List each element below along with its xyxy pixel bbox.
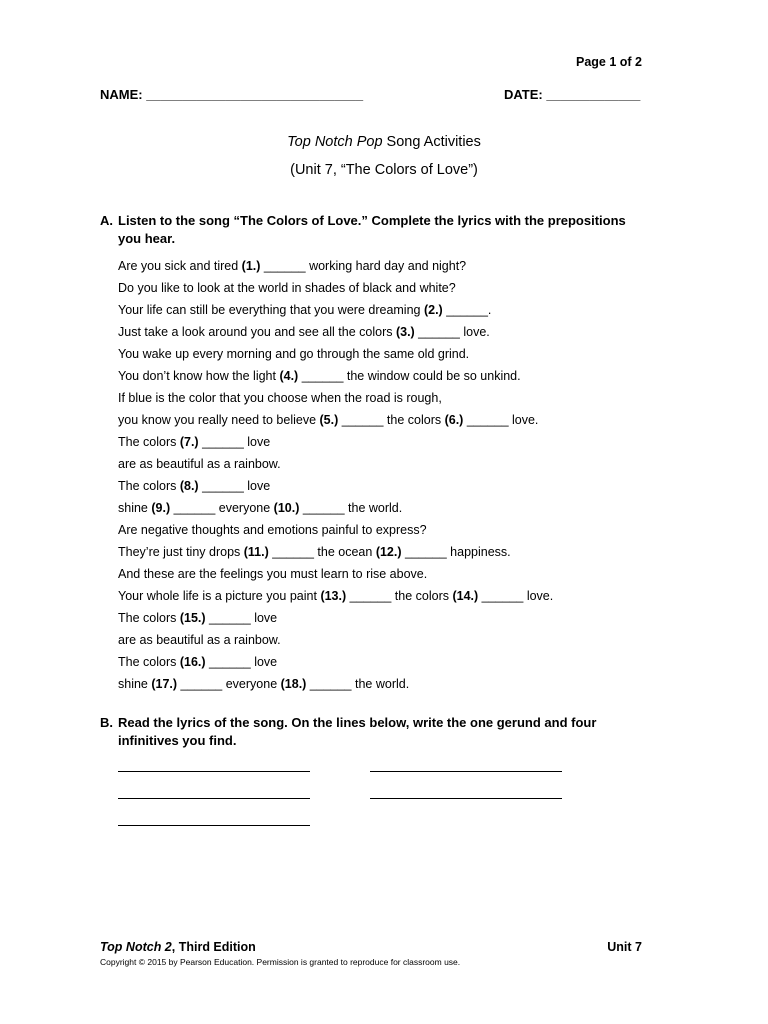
lyric-text: you know you really need to believe [118, 413, 320, 427]
blank-number[interactable]: (16.) [179, 655, 206, 669]
lyric-text: ______ the world. [306, 677, 410, 691]
lyric-line [118, 585, 678, 607]
lyric-text: ______ love [198, 435, 271, 449]
section-a-instructions [100, 212, 670, 248]
blank-number[interactable]: (10.) [273, 501, 300, 515]
footer-unit: Unit 7 [607, 940, 642, 954]
date-blank[interactable]: _____________ [546, 87, 641, 102]
lyric-line [118, 299, 678, 321]
lyric-text: shine [118, 501, 152, 515]
blank-number[interactable]: (18.) [280, 677, 307, 691]
lyric-text: ______. [442, 303, 492, 317]
lyric-text: Are you sick and tired [118, 259, 242, 273]
lyric-text: Just take a look around you and see all the colors [118, 325, 396, 339]
blank-number[interactable]: (9.) [151, 501, 171, 515]
lyric-text: ______ love. [414, 325, 490, 339]
section-a-line2: you hear. [118, 231, 176, 246]
lyric-text: ______ the world. [299, 501, 403, 515]
section-b-instructions [100, 714, 670, 750]
answer-line[interactable] [370, 771, 562, 772]
blank-number[interactable]: (11.) [243, 545, 269, 559]
lyric-text: ______ love. [463, 413, 539, 427]
answer-line[interactable] [118, 771, 310, 772]
lyric-line [118, 607, 678, 629]
date-field [504, 87, 640, 102]
lyric-line [118, 563, 678, 585]
lyric-text: Your life can still be everything that you were dreaming [118, 303, 424, 317]
lyric-text: They’re just tiny drops [118, 545, 244, 559]
lyric-line [118, 409, 678, 431]
name-blank[interactable]: ______________________________ [146, 87, 364, 102]
lyric-line [118, 431, 678, 453]
lyric-line [118, 497, 678, 519]
lyric-line [118, 255, 678, 277]
lyric-text: ______ happiness. [401, 545, 511, 559]
name-label: NAME: [100, 87, 143, 102]
lyric-text: ______ love [205, 611, 278, 625]
lyric-line [118, 629, 678, 651]
lyric-text: shine [118, 677, 152, 691]
footer-book-rest: , Third Edition [171, 940, 256, 954]
blank-number[interactable]: (1.) [241, 259, 261, 273]
blank-number[interactable]: (3.) [395, 325, 415, 339]
lyric-text: are as beautiful as a rainbow. [118, 457, 281, 471]
lyric-text: ______ everyone [177, 677, 281, 691]
blank-number[interactable]: (4.) [279, 369, 299, 383]
lyric-text: ______ love [198, 479, 271, 493]
section-b-letter: B. [100, 715, 113, 730]
blank-number[interactable]: (5.) [319, 413, 339, 427]
lyric-line [118, 453, 678, 475]
lyric-text: Are negative thoughts and emotions painful to express? [118, 523, 427, 537]
worksheet-title [0, 134, 768, 150]
lyric-text: The colors [118, 479, 180, 493]
blank-number[interactable]: (17.) [151, 677, 178, 691]
lyric-text: ______ the colors [346, 589, 453, 603]
page-number: Page 1 of 2 [576, 55, 642, 69]
section-a-letter: A. [100, 213, 113, 228]
lyric-line [118, 387, 678, 409]
blank-number[interactable]: (15.) [179, 611, 206, 625]
blank-number[interactable]: (13.) [320, 589, 347, 603]
lyric-text: ______ everyone [170, 501, 274, 515]
name-field [100, 87, 363, 102]
answer-line[interactable] [370, 798, 562, 799]
lyric-text: Do you like to look at the world in shades of black and white? [118, 281, 456, 295]
answer-line[interactable] [118, 825, 310, 826]
footer-book-italic: Top Notch 2 [100, 940, 172, 954]
lyric-text: Your whole life is a picture you paint [118, 589, 321, 603]
lyric-text: are as beautiful as a rainbow. [118, 633, 281, 647]
blank-number[interactable]: (12.) [375, 545, 402, 559]
footer-copyright: Copyright © 2015 by Pearson Education. Permission is granted to reproduce for classroom use. [100, 957, 461, 967]
lyric-text: If blue is the color that you choose when the road is rough, [118, 391, 442, 405]
date-label: DATE: [504, 87, 543, 102]
lyric-text: And these are the feelings you must learn to rise above. [118, 567, 428, 581]
blank-number[interactable]: (6.) [444, 413, 464, 427]
lyric-text: ______ the ocean [268, 545, 376, 559]
answer-line[interactable] [118, 798, 310, 799]
lyric-line [118, 541, 678, 563]
lyric-line [118, 519, 678, 541]
blank-number[interactable]: (14.) [452, 589, 479, 603]
section-b-line1: Read the lyrics of the song. On the lines below, write the one gerund and four [118, 715, 597, 730]
lyric-text: ______ the window could be so unkind. [298, 369, 521, 383]
blank-number[interactable]: (7.) [179, 435, 199, 449]
lyrics-list [118, 255, 678, 695]
section-a-line1: Listen to the song “The Colors of Love.” Complete the lyrics with the prepositions [118, 213, 626, 228]
lyric-line [118, 651, 678, 673]
lyric-text: ______ love [205, 655, 278, 669]
lyric-text: You wake up every morning and go through the same old grind. [118, 347, 470, 361]
section-b-line2: infinitives you find. [118, 733, 237, 748]
lyric-text: The colors [118, 435, 180, 449]
title-rest: Song Activities [382, 134, 481, 150]
lyric-line [118, 321, 678, 343]
lyric-line [118, 475, 678, 497]
lyric-text: ______ working hard day and night? [260, 259, 467, 273]
lyric-text: You don’t know how the light [118, 369, 280, 383]
lyric-line [118, 365, 678, 387]
lyric-line [118, 343, 678, 365]
lyric-text: ______ love. [478, 589, 554, 603]
lyric-line [118, 673, 678, 695]
lyric-text: ______ the colors [338, 413, 445, 427]
worksheet-subtitle: (Unit 7, “The Colors of Love”) [290, 162, 478, 178]
blank-number[interactable]: (2.) [423, 303, 443, 317]
blank-number[interactable]: (8.) [179, 479, 199, 493]
title-italic: Top Notch Pop [287, 134, 383, 150]
footer-book-title [100, 940, 256, 954]
lyric-line [118, 277, 678, 299]
lyric-text: The colors [118, 611, 180, 625]
lyric-text: The colors [118, 655, 180, 669]
